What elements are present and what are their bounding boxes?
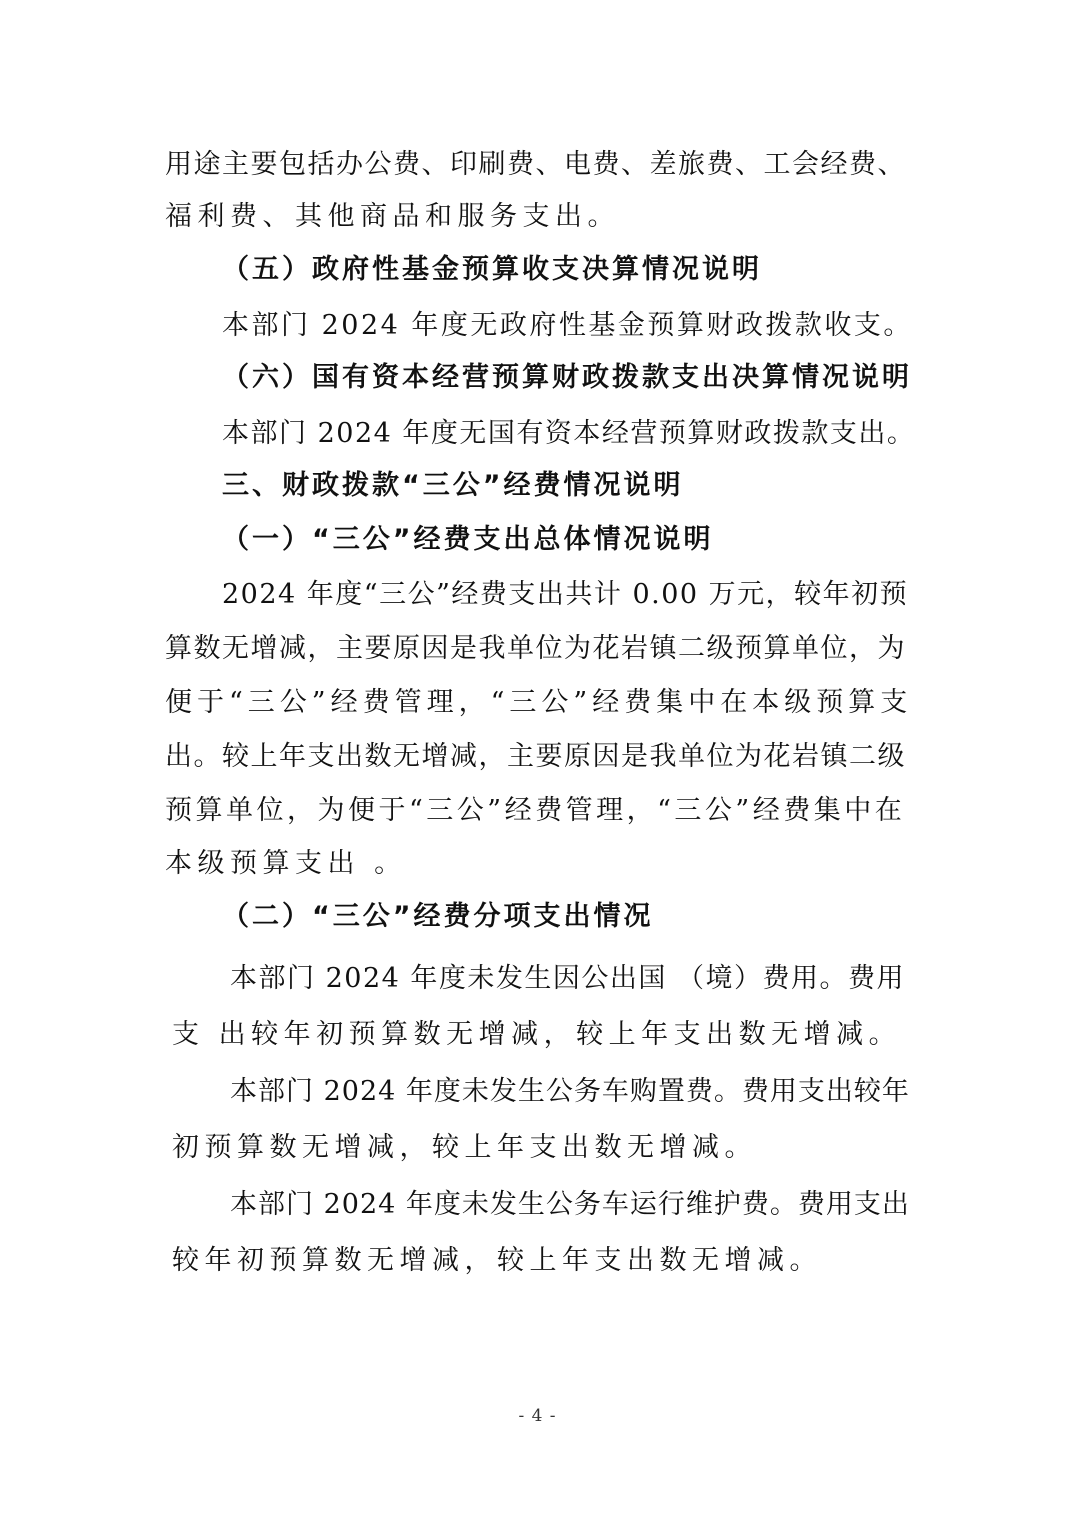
body-text-line: 算数无增减，主要原因是我单位为花岩镇二级预算单位，为 xyxy=(165,633,906,664)
body-text-line: 本部门 2024 年度无国有资本经营预算财政拨款支出。 xyxy=(222,418,916,449)
body-text-line: 2024 年度“三公”经费支出共计 0.00 万元，较年初预 xyxy=(222,579,909,610)
body-text-line: 便于“三公”经费管理，“三公”经费集中在本级预算支 xyxy=(165,687,913,718)
body-text-line: 用途主要包括办公费、印刷费、电费、差旅费、工会经费、 xyxy=(165,149,906,180)
body-text-line: 本部门 2024 年度未发生公务车购置费。费用支出较年 xyxy=(230,1076,910,1107)
body-text-line: 本部门 2024 年度未发生公务车运行维护费。费用支出 xyxy=(230,1189,910,1220)
body-text-line: 较年初预算数无增减，较上年支出数无增减。 xyxy=(172,1245,822,1276)
body-text-line: 本部门 2024 年度未发生因公出国 （境）费用。费用 xyxy=(230,963,905,994)
section-heading: （二）“三公”经费分项支出情况 xyxy=(222,901,654,932)
body-text-line: 初预算数无增减，较上年支出数无增减。 xyxy=(172,1132,757,1163)
body-text-line: 本部门 2024 年度无政府性基金预算财政拨款收支。 xyxy=(222,310,913,341)
body-text-line: 出。较上年支出数无增减，主要原因是我单位为花岩镇二级 xyxy=(165,741,906,772)
body-text-line: 预算单位，为便于“三公”经费管理，“三公”经费集中在 xyxy=(165,795,906,826)
page-number: - 4 - xyxy=(518,1406,557,1426)
body-text-line: 本级预算支出 。 xyxy=(165,848,407,879)
section-heading: （六）国有资本经营预算财政拨款支出决算情况说明 xyxy=(222,362,912,393)
section-heading: （一）“三公”经费支出总体情况说明 xyxy=(222,524,714,555)
chapter-heading: 三、财政拨款“三公”经费情况说明 xyxy=(222,470,684,501)
body-text-line: 福利费、其他商品和服务支出。 xyxy=(165,201,620,232)
body-text-line: 支 出较年初预算数无增减，较上年支出数无增减。 xyxy=(172,1019,902,1050)
section-heading: （五）政府性基金预算收支决算情况说明 xyxy=(222,254,762,285)
